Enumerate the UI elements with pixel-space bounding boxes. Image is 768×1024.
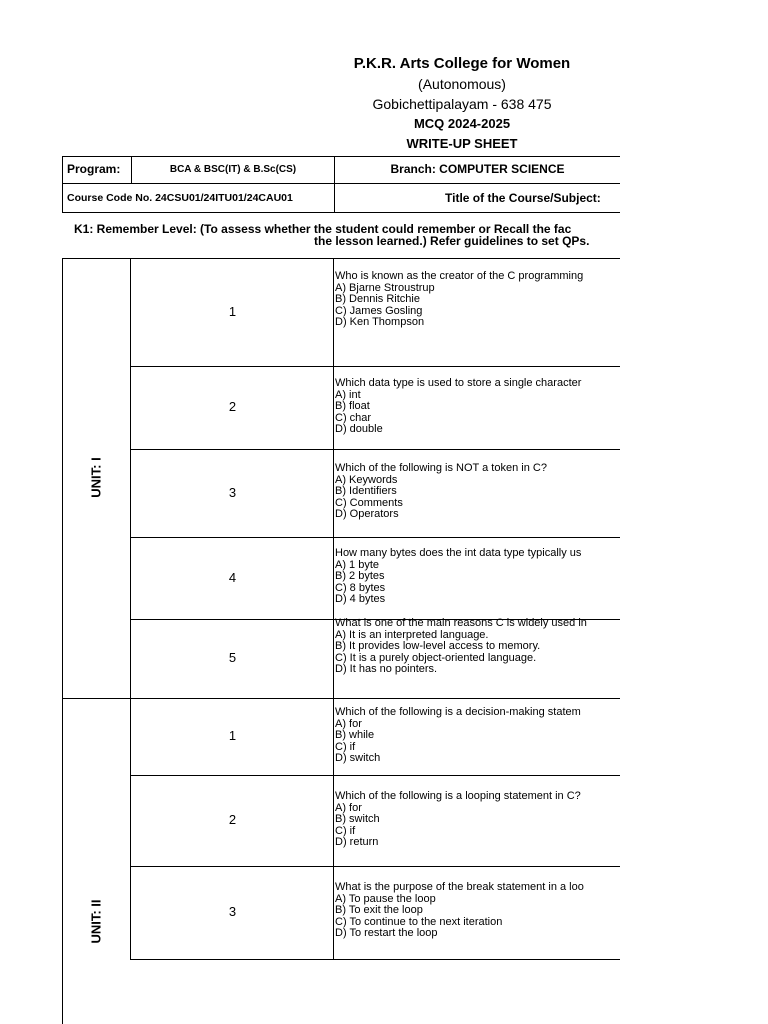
college-name: P.K.R. Arts College for Women <box>353 55 571 72</box>
unit-2-label: UNIT: II <box>88 899 104 944</box>
question-number: 1 <box>228 728 237 743</box>
instruction-line-2: the lesson learned.) Refer guidelines to set QPs. <box>314 234 590 248</box>
question-number: 5 <box>228 650 237 665</box>
question-1-3: Which of the following is NOT a token in C? A) Keywords B) Identifiers C) Comments D) Operators <box>335 462 547 521</box>
question-number: 3 <box>228 485 237 500</box>
question-1-4: How many bytes does the int data type typically us A) 1 byte B) 2 bytes C) 8 bytes D) 4 bytes <box>335 547 582 606</box>
branch-cell <box>334 156 620 184</box>
row-line <box>130 775 620 776</box>
course-title: Title of the Course/Subject: <box>445 191 601 205</box>
course-title-cell <box>334 183 620 213</box>
course-code: Course Code No. 24CSU01/24ITU01/24CAU01 <box>67 192 293 204</box>
question-2-3: What is the purpose of the break statement in a loo A) To pause the loop B) To exit the loop C) To continue to the next iteration D) To restart the loop <box>335 881 584 940</box>
grid-top <box>62 258 620 259</box>
college-location: Gobichettipalayam - 638 475 <box>372 96 552 112</box>
question-1-2: Which data type is used to store a single character A) int B) float C) char D) double <box>335 377 582 436</box>
row-line <box>130 449 620 450</box>
exam-title: MCQ 2024-2025 <box>413 116 511 131</box>
question-2-1: Which of the following is a decision-making statem A) for B) while C) if D) switch <box>335 706 581 765</box>
grid-col-1 <box>130 258 131 960</box>
question-number: 4 <box>228 570 237 585</box>
college-status: (Autonomous) <box>418 76 506 92</box>
question-2-2: Which of the following is a looping statement in C? A) for B) switch C) if D) return <box>335 790 581 849</box>
instruction-line-1: K1: Remember Level: (To assess whether the student could remember or Recall the fac <box>74 222 572 236</box>
question-1-1: Who is known as the creator of the C programming A) Bjarne Stroustrup B) Dennis Ritchie C) James Gosling D) Ken Thompson <box>335 270 584 329</box>
program-value-cell <box>131 156 335 184</box>
row-line <box>130 537 620 538</box>
program-label-cell <box>62 156 132 184</box>
question-1-5: What is one of the main reasons C is widely used in A) It is an interpreted language. B) It provides low-level access to memory. C) It is a purely object-oriented language. D) It has no pointers. <box>335 617 587 676</box>
question-number: 2 <box>228 399 237 414</box>
grid-left <box>62 258 63 1024</box>
unit-1-label: UNIT: I <box>88 457 104 498</box>
question-number: 2 <box>228 812 237 827</box>
unit-divider <box>62 698 620 699</box>
sheet-title: WRITE-UP SHEET <box>406 136 518 151</box>
grid-col-2 <box>333 258 334 960</box>
row-line <box>130 866 620 867</box>
question-number: 1 <box>228 304 237 319</box>
course-code-cell <box>62 183 335 213</box>
branch: Branch: COMPUTER SCIENCE <box>390 162 565 176</box>
program-label: Program: <box>67 162 121 176</box>
question-number: 3 <box>228 904 237 919</box>
row-line <box>130 366 620 367</box>
row-line <box>130 959 620 960</box>
program-value: BCA & BSC(IT) & B.Sc(CS) <box>169 164 297 175</box>
